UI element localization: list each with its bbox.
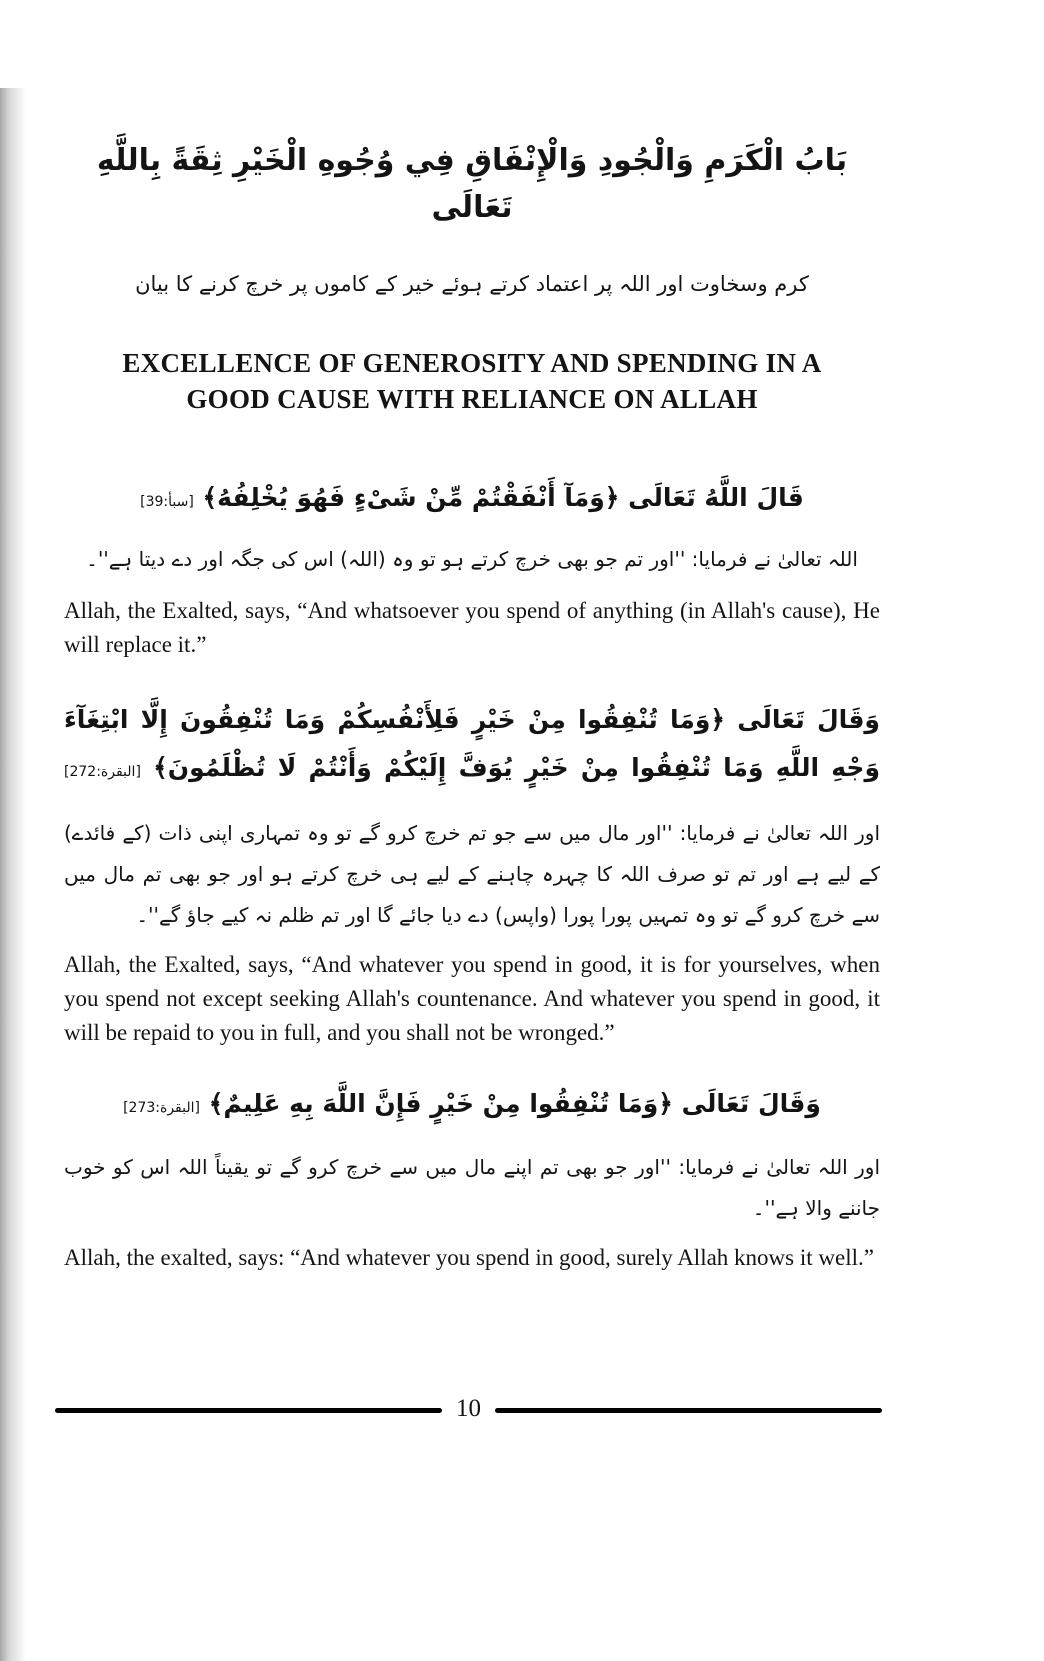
english-translation-2: Allah, the Exalted, says, “And whatever you spend in good, it is for yourselves, when you spend not except seeking Allah's countenance. And whatever you spend in good, it will be repaid to you in full, and you shall not be wronged.”	[64, 952, 880, 1046]
verse-1-reference: [سبأ:39]	[140, 493, 194, 510]
page-number: 10	[456, 1395, 481, 1422]
urdu-translation-3: اور اللہ تعالیٰ نے فرمایا: ''اور جو بھی تم اپنے مال میں سے خرچ کرو گے تو یقیناً اللہ اس کو خوب جاننے والا ہے''۔	[64, 1154, 880, 1220]
verse-2-reference: [البقرة:272]	[64, 764, 141, 781]
english-translation-1: Allah, the Exalted, says, “And whatsoever you spend of anything (in Allah's cause), He will replace it.”	[64, 597, 880, 657]
english-translation-3: Allah, the exalted, says: “And whatever you spend in good, surely Allah knows it well.”	[64, 1244, 874, 1270]
page-footer	[55, 1395, 882, 1423]
verse-3-text: ﴿وَمَا تُنْفِقُوا مِنْ خَيْرٍ فَإِنَّ اللَّهَ بِهِ عَلِيمٌ﴾	[208, 1089, 673, 1119]
urdu-translation-1: اللہ تعالیٰ نے فرمایا: ''اور تم جو بھی خرچ کرتے ہو تو وہ (اللہ) اس کی جگہ اور دے دیتا ہے''۔	[86, 546, 858, 571]
arabic-verse-2	[64, 696, 880, 794]
verse-3-reference: [البقرة:273]	[123, 1100, 200, 1117]
urdu-translation-2: اور اللہ تعالیٰ نے فرمایا: ''اور مال میں سے جو تم خرچ کرو گے تو وہ تمہاری اپنی ذات (کے فائدے) کے لیے ہے اور تم تو صرف اللہ کا چہرہ چاہنے کے لیے ہی خرچ کرتے ہو اور جو بھی تم مال میں سے خرچ کرو گے تو وہ تمہیں پورا پورا (واپس) دے دیا جائے گا اور تم ظلم نہ کیے جاؤ گے''۔	[64, 821, 880, 928]
urdu-chapter-title: کرم وسخاوت اور اللہ پر اعتماد کرتے ہوئے خیر کے کاموں پر خرچ کرنے کا بیان	[135, 272, 809, 296]
arabic-verse-1	[64, 474, 880, 523]
footer-rule-right	[495, 1408, 882, 1413]
english-chapter-title: EXCELLENCE OF GENEROSITY AND SPENDING IN A GOOD CAUSE WITH RELIANCE ON ALLAH	[122, 347, 822, 415]
verse-2-text: ﴿وَمَا تُنْفِقُوا مِنْ خَيْرٍ فَلِأَنْفُسِكُمْ وَمَا تُنْفِقُونَ إِلَّا ابْتِغَآءَ وَجْهِ اللَّهِ وَمَا تُنْفِقُوا مِنْ خَيْرٍ يُوَفَّ إِلَيْكُمْ وَأَنْتُمْ لَا تُظْلَمُونَ﴾	[64, 704, 880, 783]
arabic-verse-3	[64, 1080, 880, 1129]
verse-2-intro: وَقَالَ تَعَالَى	[737, 704, 880, 734]
footer-rule-left	[55, 1408, 442, 1413]
verse-1-text: ﴿وَمَآ أَنْفَقْتُمْ مِّنْ شَىْءٍ فَهُوَ يُخْلِفُهُ﴾	[202, 482, 620, 512]
verse-3-intro: وَقَالَ تَعَالَى	[681, 1089, 821, 1119]
verse-1-intro: قَالَ اللَّهُ تَعَالَى	[628, 482, 804, 512]
arabic-chapter-title: بَابُ الْكَرَمِ وَالْجُودِ وَالْإِنْفَاقِ فِي وُجُوهِ الْخَيْرِ ثِقَةً بِاللَّهِ تَعَالَى	[96, 143, 848, 225]
